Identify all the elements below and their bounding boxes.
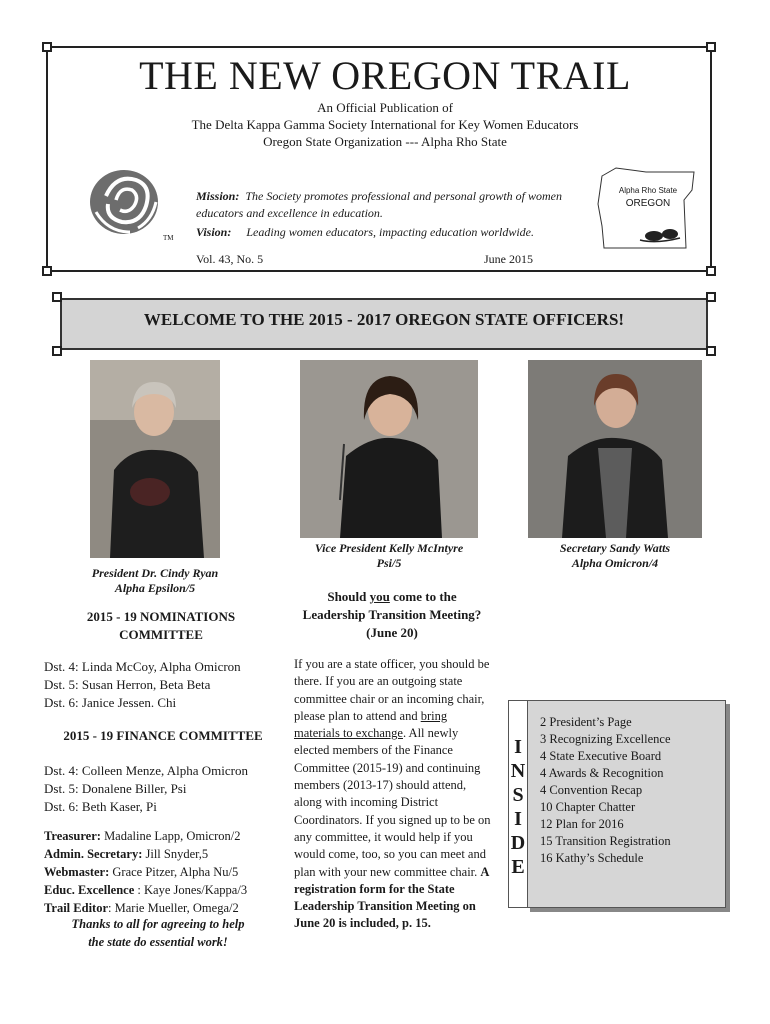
role-value: : Kaye Jones/Kappa/3 [134, 883, 248, 897]
contents-item: 2 President’s Page [540, 715, 632, 729]
banner-corner [706, 346, 716, 356]
question-emphasis: you [369, 589, 390, 604]
role-label: Treasurer: [44, 829, 101, 843]
map-label-state: Alpha Rho State [618, 186, 678, 195]
banner-corner [52, 292, 62, 302]
role-label: Webmaster: [44, 865, 110, 879]
nominations-heading-line1: 2015 - 19 NOMINATIONS [86, 609, 236, 624]
vision-text: Leading women educators, impacting education worldwide. [246, 225, 535, 239]
president-caption [60, 566, 250, 596]
meeting-body [294, 656, 494, 933]
president-photo [90, 360, 220, 558]
banner-corner [706, 292, 716, 302]
contents-item: 4 Awards & Recognition [540, 766, 664, 780]
map-label-oregon: OREGON [625, 198, 671, 209]
role-item [44, 863, 284, 881]
role-value: Grace Pitzer, Alpha Nu/5 [109, 865, 239, 879]
organization-line: Oregon State Organization --- Alpha Rho State [263, 134, 507, 149]
issue-date: June 2015 [484, 252, 533, 266]
secretary-name: Secretary Sandy Watts [559, 541, 671, 555]
contents-item: 3 Recognizing Excellence [540, 732, 671, 746]
volume-number: Vol. 43, No. 5 [196, 252, 264, 266]
contents-item: 4 Convention Recap [540, 783, 643, 797]
role-value: Madaline Lapp, Omicron/2 [100, 829, 241, 843]
newsletter-title: THE NEW OREGON TRAIL [139, 53, 631, 98]
vision-statement [196, 224, 576, 241]
frame-corner [42, 266, 52, 276]
inside-letter: I [514, 808, 522, 830]
list-item: Dst. 5: Donalene Biller, Psi [44, 781, 187, 796]
list-item: Dst. 6: Janice Jessen. Chi [44, 695, 177, 710]
inside-letter: N [510, 760, 526, 782]
nominations-heading [56, 608, 266, 644]
nominations-list [44, 658, 274, 712]
finance-list [44, 762, 278, 816]
vice-president-caption [296, 541, 482, 571]
finance-heading: 2015 - 19 FINANCE COMMITTEE [63, 728, 263, 743]
banner-corner [52, 346, 62, 356]
president-name: President Dr. Cindy Ryan [91, 566, 219, 580]
rose-logo-icon [86, 166, 172, 242]
president-chapter: Alpha Epsilon/5 [114, 581, 196, 595]
role-label: Educ. Excellence [44, 883, 135, 897]
meeting-text: If you are a state officer, you should be there. If you are an outgoing state committee chair or an incoming chair, please plan to attend and [294, 657, 490, 723]
thanks-line1: Thanks to all for agreeing to help [71, 917, 245, 931]
roles-list [44, 827, 284, 917]
question-text: Should [327, 589, 370, 604]
thanks-line2: the state do essential work! [88, 935, 228, 949]
mission-vision [196, 188, 576, 241]
list-item: Dst. 4: Linda McCoy, Alpha Omicron [44, 659, 241, 674]
contents-item: 4 State Executive Board [540, 749, 662, 763]
banner-title: WELCOME TO THE 2015 - 2017 OREGON STATE OFFICERS! [143, 310, 625, 329]
vice-president-chapter: Psi/5 [376, 556, 402, 570]
thanks-note [46, 915, 270, 951]
list-item: Dst. 5: Susan Herron, Beta Beta [44, 677, 211, 692]
oregon-map-icon [596, 164, 700, 256]
role-item [44, 881, 284, 899]
list-item: Dst. 6: Beth Kaser, Pi [44, 799, 157, 814]
role-value: : Marie Mueller, Omega/2 [108, 901, 239, 915]
trademark-mark: TM [163, 234, 174, 242]
vice-president-photo [300, 360, 478, 538]
meeting-question-line3: (June 20) [366, 625, 418, 640]
inside-letter: S [512, 784, 524, 806]
society-line: The Delta Kappa Gamma Society International for Key Women Educators [191, 117, 579, 132]
secretary-chapter: Alpha Omicron/4 [571, 556, 659, 570]
inside-contents-list [540, 714, 720, 867]
list-item: Dst. 4: Colleen Menze, Alpha Omicron [44, 763, 248, 778]
meeting-question [290, 588, 494, 642]
frame-corner [42, 42, 52, 52]
role-label: Admin. Secretary: [44, 847, 143, 861]
meeting-question-line1 [290, 588, 494, 606]
role-item [44, 827, 284, 845]
meeting-text: . All newly elected members of the Finance Committee (2015-19) and continuing members (2013-17) should attend, along with incoming District Coordinators. If you signed up to be on any committee, it would help if you would come, too, so you can meet and plan with your new committee chair. [294, 726, 491, 879]
registration-note: A registration form for the State Leadership Transition Meeting on June 20 is included, p. 15. [294, 864, 489, 931]
secretary-caption [520, 541, 710, 571]
publication-line: An Official Publication of [317, 100, 453, 115]
mission-text: The Society promotes professional and personal growth of women educators and excellence in education. [196, 189, 563, 220]
inside-label [508, 700, 528, 908]
vision-label: Vision: [196, 225, 232, 239]
vice-president-name: Vice President Kelly McIntyre [314, 541, 464, 555]
inside-letter: E [511, 856, 525, 878]
role-item [44, 845, 284, 863]
meeting-question-line2: Leadership Transition Meeting? [302, 607, 482, 622]
contents-item: 12 Plan for 2016 [540, 817, 624, 831]
role-label: Trail Editor [44, 901, 109, 915]
meeting-text-underlined: bring materials to exchange [294, 708, 448, 741]
inside-letter: D [510, 832, 526, 854]
contents-item: 10 Chapter Chatter [540, 800, 636, 814]
frame-corner [706, 42, 716, 52]
question-text: come to the [389, 589, 457, 604]
nominations-heading-line2: COMMITTEE [119, 627, 203, 642]
role-value: Jill Snyder,5 [142, 847, 209, 861]
frame-corner [706, 266, 716, 276]
mission-label: Mission: [196, 189, 240, 203]
contents-item: 15 Transition Registration [540, 834, 671, 848]
secretary-photo [528, 360, 702, 538]
inside-letter: I [514, 736, 522, 758]
mission-statement [196, 188, 576, 222]
contents-item: 16 Kathy’s Schedule [540, 851, 644, 865]
